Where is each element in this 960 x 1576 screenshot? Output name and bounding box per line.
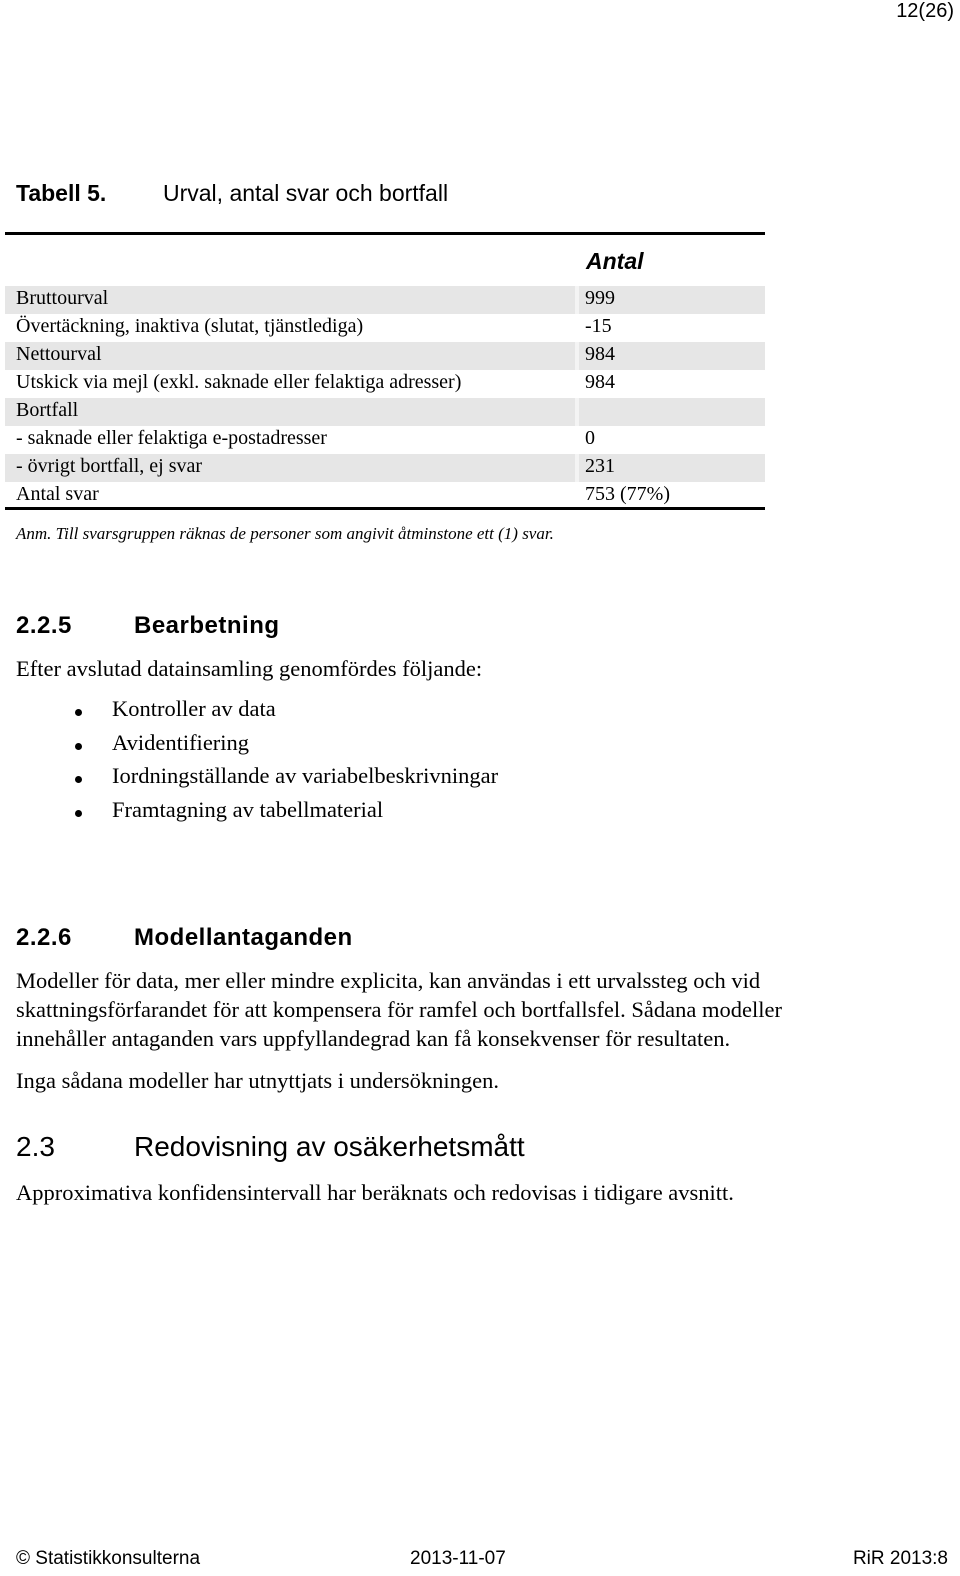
row-label: Bruttourval — [16, 287, 109, 309]
row-value: 231 — [585, 455, 615, 477]
sample-table — [5, 286, 765, 510]
row-value: 984 — [585, 343, 615, 365]
row-label: Antal svar — [16, 483, 99, 505]
section-number: 2.2.5 — [16, 612, 72, 639]
list-item: Framtagning av tabellmaterial — [70, 797, 498, 831]
section-heading-2-3 — [16, 1131, 525, 1163]
table-row — [5, 454, 765, 482]
row-label: Bortfall — [16, 399, 79, 421]
row-label: Utskick via mejl (exkl. saknade eller felaktiga adresser) — [16, 371, 462, 393]
section-heading-2-2-5 — [16, 612, 280, 640]
table-row — [5, 482, 765, 510]
table-row — [5, 342, 765, 370]
paragraph: Inga sådana modeller har utnyttjats i undersökningen. — [16, 1068, 499, 1093]
table-row — [5, 286, 765, 314]
table-column-header: Antal — [586, 248, 644, 274]
section-intro: Efter avslutad datainsamling genomfördes följande: — [16, 656, 483, 681]
section-number: 2.3 — [16, 1131, 55, 1162]
row-label: Övertäckning, inaktiva (slutat, tjänstlediga) — [16, 315, 364, 337]
table-label: Tabell 5. — [16, 180, 107, 206]
footer-date: 2013-11-07 — [410, 1548, 506, 1569]
section-heading-2-2-6 — [16, 924, 353, 952]
table-caption: Urval, antal svar och bortfall — [163, 180, 449, 206]
table-bottom-rule — [5, 507, 765, 510]
table-title — [16, 180, 449, 207]
section-title: Redovisning av osäkerhetsmått — [134, 1131, 525, 1162]
list-item: Kontroller av data — [70, 696, 498, 730]
paragraph: Approximativa konfidensintervall har beräknats och redovisas i tidigare avsnitt. — [16, 1180, 734, 1205]
footer-report-id: RiR 2013:8 — [852, 1548, 948, 1569]
paragraph-line: skattningsförfarandet för att kompensera för ramfel och bortfallsfel. Sådana modeller — [16, 997, 782, 1022]
row-label: Nettourval — [16, 343, 102, 365]
row-value: 999 — [585, 287, 615, 309]
table-row — [5, 398, 765, 426]
table-row — [5, 370, 765, 398]
table-top-rule — [5, 232, 765, 235]
paragraph-line: Modeller för data, mer eller mindre explicita, kan användas i ett urvalssteg och vid — [16, 968, 761, 993]
row-value: -15 — [585, 315, 612, 337]
footer-left: © Statistikkonsulterna — [16, 1548, 201, 1569]
row-value: 984 — [585, 371, 615, 393]
list-item: Iordningställande av variabelbeskrivningar — [70, 763, 498, 797]
row-label: - saknade eller felaktiga e-postadresser — [16, 427, 327, 449]
row-value: 0 — [585, 427, 595, 449]
row-value: 753 (77%) — [585, 483, 670, 505]
section-title: Bearbetning — [134, 612, 280, 639]
table-note: Anm. Till svarsgruppen räknas de personer som angivit åtminstone ett (1) svar. — [16, 524, 554, 543]
paragraph-line: innehåller antaganden vars uppfyllandegrad kan få konsekvenser för resultaten. — [16, 1026, 731, 1051]
table-row — [5, 426, 765, 454]
processing-list — [70, 696, 498, 830]
section-number: 2.2.6 — [16, 924, 72, 951]
section-title: Modellantaganden — [134, 924, 353, 951]
table-row — [5, 314, 765, 342]
list-item: Avidentifiering — [70, 730, 498, 764]
page-number: 12(26) — [896, 0, 954, 22]
row-label: - övrigt bortfall, ej svar — [16, 455, 203, 477]
